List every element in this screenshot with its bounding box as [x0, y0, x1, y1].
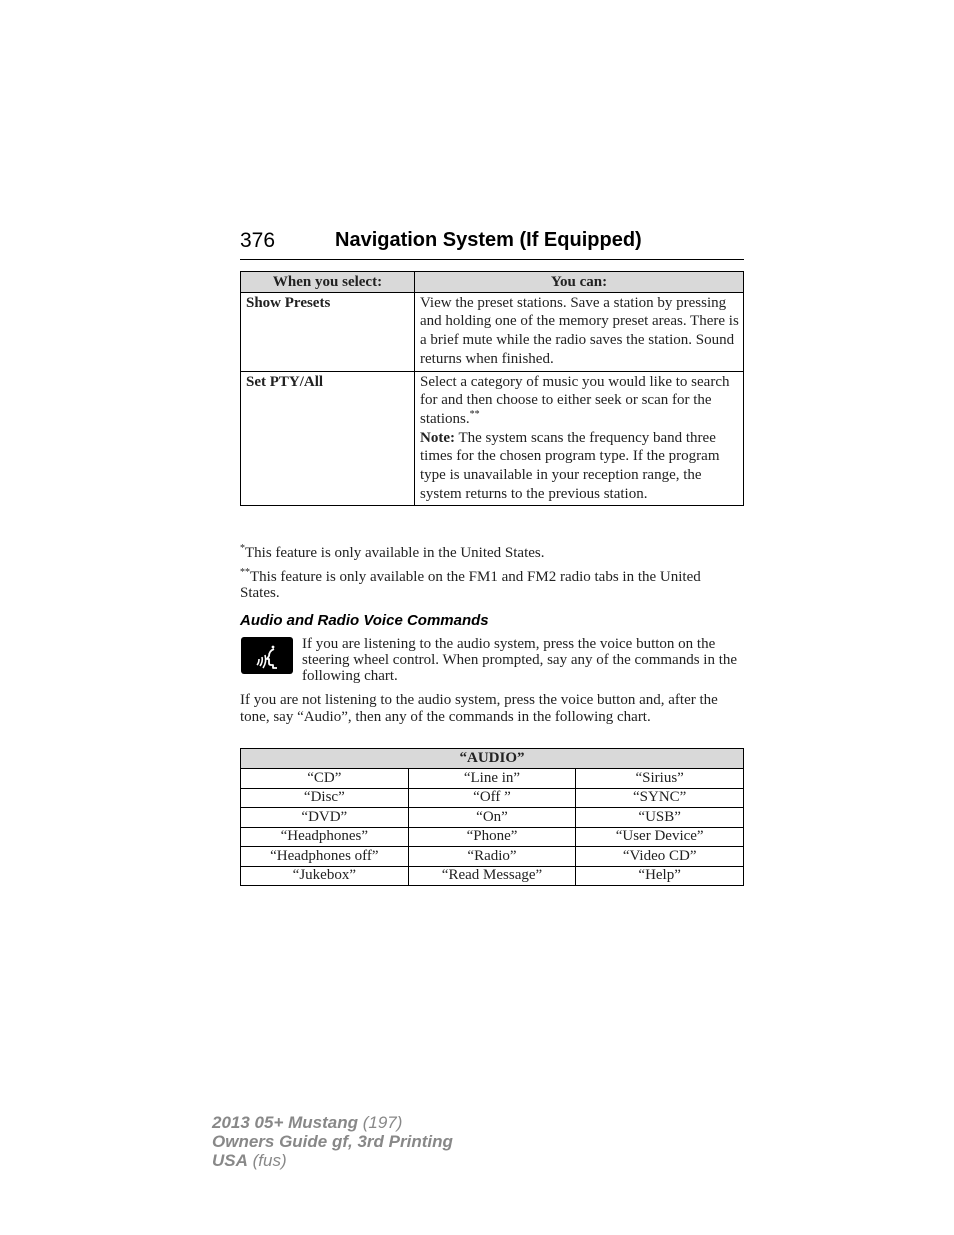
voice-instructions: If you are listening to the audio system, press the voice button on the steering wheel control. When prompted, say any of the commands in the following chart. [302, 636, 738, 684]
command-cell: “User Device” [576, 827, 744, 847]
table-header-row [241, 272, 744, 293]
table-row [241, 808, 744, 828]
footer-region: USA [212, 1151, 248, 1170]
audio-table-header: “AUDIO” [241, 749, 744, 769]
command-cell: “Video CD” [576, 847, 744, 867]
table-row [241, 769, 744, 789]
command-cell: “Sirius” [576, 769, 744, 789]
command-cell: “Line in” [408, 769, 576, 789]
option-description [415, 371, 744, 506]
description-text: Select a category of music you would like to search for and then choose to either seek or scan for the stations. [420, 373, 730, 427]
column-header-select: When you select: [241, 272, 415, 293]
page-title: Navigation System (If Equipped) [335, 229, 642, 251]
footnote [240, 569, 740, 601]
command-cell: “Headphones” [241, 827, 409, 847]
option-set-pty-all: Set PTY/All [241, 371, 415, 506]
option-show-presets: Show Presets [241, 292, 415, 371]
table-row [241, 371, 744, 506]
table-row [241, 847, 744, 867]
command-cell: “CD” [241, 769, 409, 789]
command-cell: “Help” [576, 866, 744, 886]
page-header [240, 229, 744, 260]
footnote-text: This feature is only available on the FM1 and FM2 radio tabs in the United States. [240, 569, 701, 601]
command-cell: “Headphones off” [241, 847, 409, 867]
command-cell: “DVD” [241, 808, 409, 828]
table-row [241, 788, 744, 808]
footer-code: (197) [358, 1113, 403, 1132]
page-footer [212, 1113, 453, 1170]
command-cell: “SYNC” [576, 788, 744, 808]
footnote-text: This feature is only available in the United States. [245, 545, 545, 561]
command-cell: “Phone” [408, 827, 576, 847]
command-cell: “On” [408, 808, 576, 828]
note-label: Note: [420, 429, 455, 446]
footnote-mark: * [240, 543, 245, 554]
option-description: View the preset stations. Save a station by pressing and holding one of the memory preset areas. There is a brief mute while the radio saves the station. Sound returns when finished. [415, 292, 744, 371]
page-number: 376 [240, 229, 276, 252]
section-title: Audio and Radio Voice Commands [240, 612, 489, 629]
table-row [241, 866, 744, 886]
command-cell: “Jukebox” [241, 866, 409, 886]
command-cell: “Radio” [408, 847, 576, 867]
column-header-you-can: You can: [415, 272, 744, 293]
command-cell: “USB” [576, 808, 744, 828]
command-cell: “Disc” [241, 788, 409, 808]
table-row [241, 292, 744, 371]
footer-guide: Owners Guide gf, 3rd Printing [212, 1132, 453, 1151]
command-cell: “Read Message” [408, 866, 576, 886]
footer-line [212, 1132, 453, 1151]
command-cell: “Off ” [408, 788, 576, 808]
select-table [240, 271, 744, 506]
footer-line [212, 1113, 453, 1132]
table-row [241, 827, 744, 847]
footnote [240, 545, 740, 561]
footer-model: 2013 05+ Mustang [212, 1113, 358, 1132]
footer-region-code: (fus) [247, 1151, 287, 1170]
table-header-row [241, 749, 744, 769]
note-text: The system scans the frequency band three times for the chosen program type. If the program type is unavailable in your reception range, the system returns to the previous station. [420, 429, 720, 502]
audio-commands-table [240, 748, 744, 886]
footnote-mark: ** [469, 408, 480, 420]
footer-line [212, 1151, 453, 1170]
audio-intro-paragraph: If you are not listening to the audio system, press the voice button and, after the tone, say “Audio”, then any of the commands in the following chart. [240, 692, 718, 725]
voice-command-icon [241, 637, 293, 674]
footnote-mark: ** [240, 567, 250, 578]
